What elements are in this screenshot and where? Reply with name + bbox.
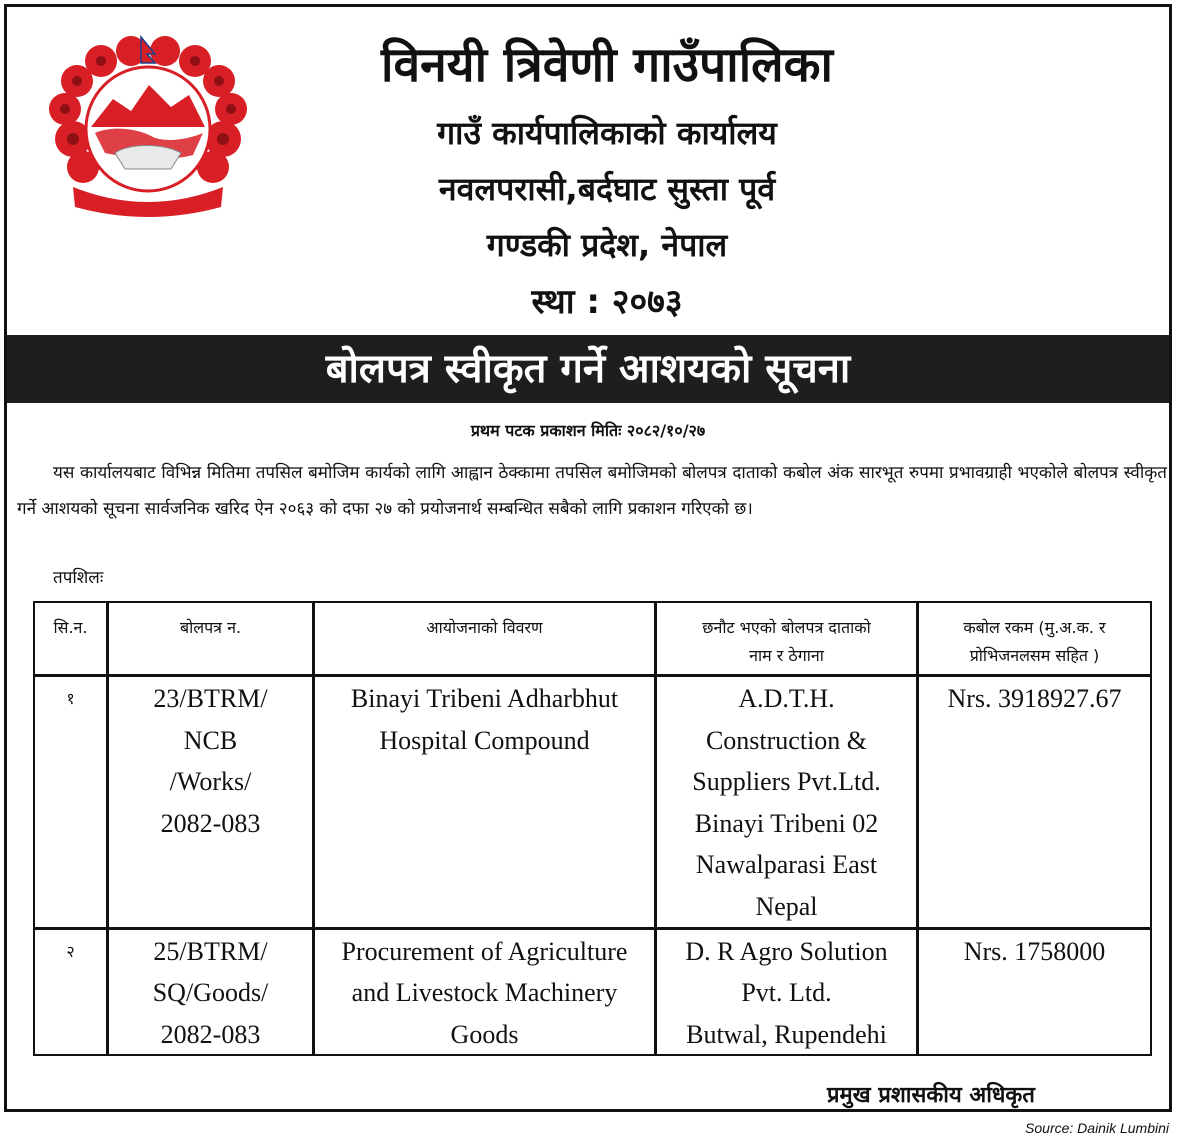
bid-number-line: 25/BTRM/ (153, 936, 268, 966)
project-line: Goods (450, 1019, 519, 1049)
bid-number-line: /Works/ (169, 767, 252, 797)
cell-project-description (314, 676, 656, 929)
cell-serial-number: १ (34, 676, 108, 929)
bid-number-line: 2082-083 (160, 1019, 261, 1049)
office-name: गाउँ कार्यपालिकाको कार्यालय (437, 114, 777, 152)
table-row (34, 676, 1152, 929)
office-address: नवलपरासी,बर्दघाट सुस्ता पूर्व (438, 170, 776, 208)
project-line: and Livestock Machinery (351, 978, 618, 1008)
bid-number-line: NCB (183, 725, 238, 755)
bidder-line: A.D.T.H. (738, 684, 835, 713)
header-selected-bidder (656, 602, 918, 676)
header-amount-line: कबोल रकम (मु.अ.क. र (963, 618, 1106, 637)
bid-number-line: 23/BTRM/ (153, 684, 268, 713)
bidder-line: Binayi Tribeni 02 (694, 808, 879, 838)
table-header-row (34, 602, 1152, 676)
municipality-title: विनयी त्रिवेणी गाउँपालिका (381, 37, 833, 93)
details-label: तपशिलः (53, 568, 104, 588)
notice-banner: बोलपत्र स्वीकृत गर्ने आशयको सूचना (7, 335, 1169, 403)
publication-date: प्रथम पटक प्रकाशन मितिः २०८२/१०/२७ (470, 421, 706, 440)
established-year: स्था : २०७३ (531, 282, 683, 322)
cell-project-description (314, 928, 656, 1056)
project-line: Binayi Tribeni Adharbhut (350, 684, 619, 713)
bid-number-line: SQ/Goods/ (152, 978, 269, 1008)
bidder-line: Construction & (705, 725, 868, 755)
source-credit: Source: Dainik Lumbini (1025, 1120, 1169, 1136)
notice-frame (4, 4, 1172, 1112)
province-country: गण्डकी प्रदेश, नेपाल (486, 226, 728, 264)
header-bid-number: बोलपत्र न. (108, 602, 314, 676)
notice-body: यस कार्यालयबाट विभिन्न मितिमा तपसिल बमोजिम कार्यको लागि आह्वान ठेक्कामा तपसिल बमोजिमको बोलपत्र दाताको कबोल अंक सारभूत रुपमा प्रभावग्राही भएकोले बोलपत्र स्वीकृत गर्ने आशयको सूचना सार्वजनिक खरिद ऐन २०६३ को दफा २७ को प्रयोजनार्थ सम्बन्धित सबैको लागि प्रकाशन गरिएको छ। (17, 463, 1167, 519)
header-amount-line: प्रोभिजनलसम सहित ) (969, 646, 1100, 665)
bidder-line: Suppliers Pvt.Ltd. (692, 767, 881, 797)
project-line: Hospital Compound (379, 725, 590, 755)
cell-bid-amount: Nrs. 3918927.67 (918, 676, 1152, 929)
bidder-line: D. R Agro Solution (685, 936, 888, 966)
bid-acceptance-table (33, 601, 1152, 1056)
header-bid-amount (918, 602, 1152, 676)
bidder-line: Butwal, Rupendehi (686, 1019, 887, 1049)
header-serial-number: सि.न. (34, 602, 108, 676)
table-row (34, 928, 1152, 1056)
cell-bid-number (108, 676, 314, 929)
nepal-government-emblem-icon (43, 29, 253, 224)
header-bidder-line: नाम र ठेगाना (749, 646, 824, 665)
cell-bid-number (108, 928, 314, 1056)
header-project-description: आयोजनाको विवरण (314, 602, 656, 676)
cell-selected-bidder (656, 928, 918, 1056)
cell-bid-amount: Nrs. 1758000 (918, 928, 1152, 1056)
bidder-line: Pvt. Ltd. (741, 978, 832, 1008)
bidder-line: Nepal (755, 891, 818, 921)
signatory-title: प्रमुख प्रशासकीय अधिकृत (827, 1083, 1035, 1108)
cell-serial-number: २ (34, 928, 108, 1056)
cell-selected-bidder (656, 676, 918, 929)
bidder-line: Nawalparasi East (695, 850, 878, 880)
bid-number-line: 2082-083 (160, 808, 261, 838)
project-line: Procurement of Agriculture (341, 936, 628, 966)
header-bidder-line: छनौट भएको बोलपत्र दाताको (702, 618, 871, 637)
